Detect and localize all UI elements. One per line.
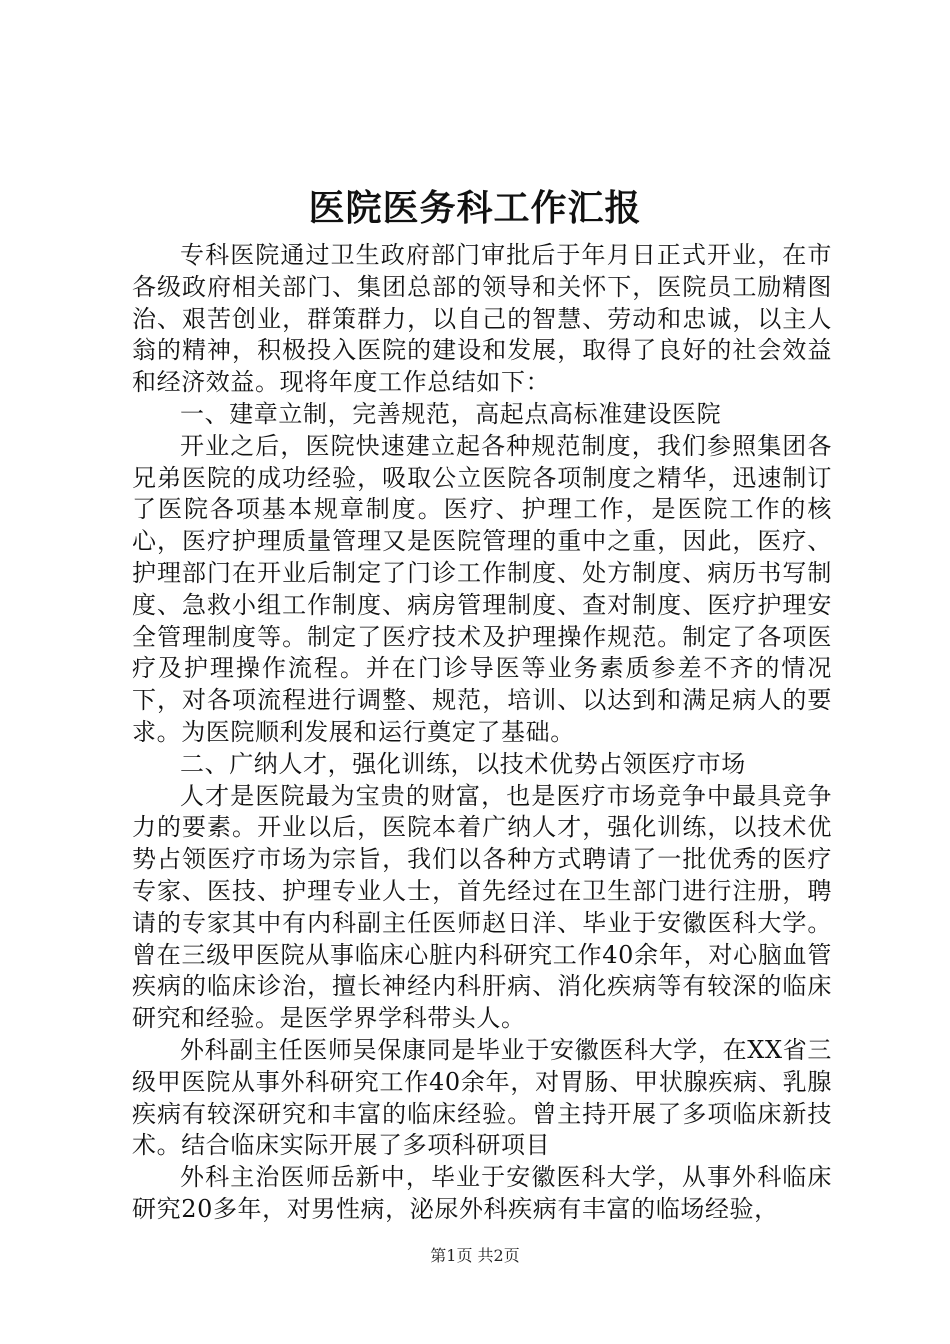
paragraph-surgeon-yue: 外科主治医师岳新中，毕业于安徽医科大学，从事外科临床研究20多年，对男性病，泌尿外科疾病有丰富的临场经验， — [132, 1163, 832, 1223]
section-heading-1: 一、建章立制，完善规范，高起点高标准建设医院 — [180, 399, 722, 428]
paragraph-regulations: 开业之后，医院快速建立起各种规范制度，我们参照集团各兄弟医院的成功经验，吸取公立医院各项制度之精华，迅速制订了医院各项基本规章制度。医疗、护理工作，是医院工作的核心，医疗护理质量管理又是医院管理的重中之重，因此，医疗、护理部门在开业后制定了门诊工作制度、处方制度、病历书写制度、急救小组工作制度、病房管理制度、查对制度、医疗护理安全管理制度等。制定了医疗技术及护理操作规范。制定了各项医疗及护理操作流程。并在门诊导医等业务素质参差不齐的情况下，对各项流程进行调整、规范，培训、以达到和满足病人的要求。为医院顺利发展和运行奠定了基础。 — [132, 431, 832, 746]
paragraph-talent: 人才是医院最为宝贵的财富，也是医疗市场竞争中最具竞争力的要素。开业以后，医院本着广纳人才，强化训练，以技术优势占领医疗市场为宗旨，我们以各种方式聘请了一批优秀的医疗专家、医技、护理专业人士，首先经过在卫生部门进行注册，聘请的专家其中有内科副主任医师赵日洋、毕业于安徽医科大学。曾在三级甲医院从事临床心脏内科研究工作40余年，对心脑血管疾病的临床诊治，擅长神经内科肝病、消化疾病等有较深的临床研究和经验。是医学界学科带头人。 — [132, 781, 832, 1033]
section-heading-2: 二、广纳人才，强化训练，以技术优势占领医疗市场 — [180, 749, 746, 778]
document-title: 医院医务科工作汇报 — [308, 187, 642, 229]
document-body — [132, 240, 832, 1226]
paragraph-surgeon-wu: 外科副主任医师吴保康同是毕业于安徽医科大学，在XX省三级甲医院从事外科研究工作40余年，对胃肠、甲状腺疾病、乳腺疾病有较深研究和丰富的临床经验。曾主持开展了多项临床新技术。结合临床实际开展了多项科研项目 — [132, 1035, 832, 1160]
page-number-footer: 第1页 共2页 — [430, 1246, 520, 1265]
paragraph-intro: 专科医院通过卫生政府部门审批后于年月日正式开业，在市各级政府相关部门、集团总部的领导和关怀下，医院员工励精图治、艰苦创业，群策群力，以自己的智慧、劳动和忠诚，以主人翁的精神，积极投入医院的建设和发展，取得了良好的社会效益和经济效益。现将年度工作总结如下： — [132, 241, 832, 397]
